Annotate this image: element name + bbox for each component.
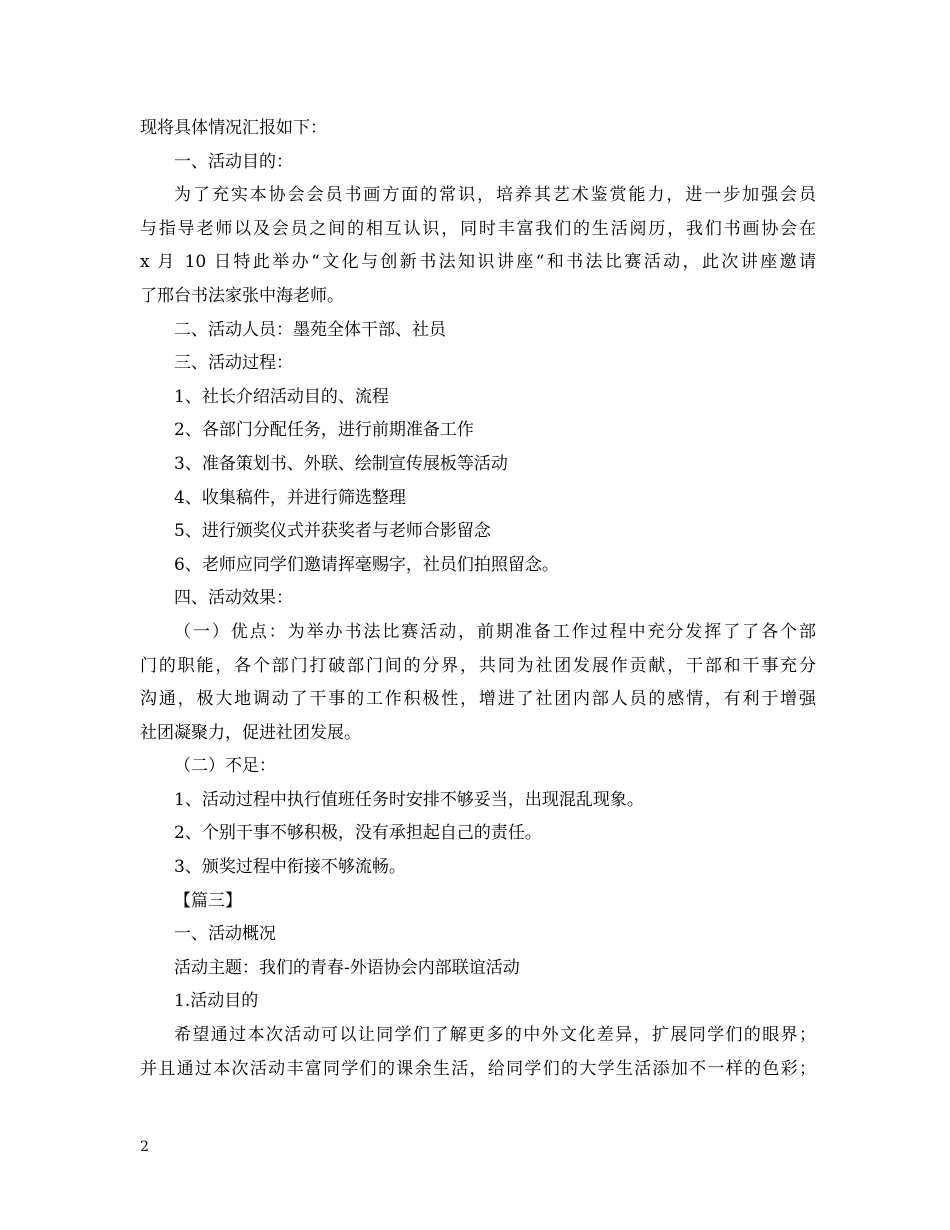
text-line: 三、活动过程：: [174, 353, 293, 374]
text-line: 一、活动概况: [174, 924, 276, 945]
text-line: 2、个别干事不够积极，没有承担起自己的责任。: [174, 823, 542, 844]
text-line: x 月 10 日特此举办“文化与创新书法知识讲座“和书法比赛活动，此次讲座邀请: [140, 252, 816, 273]
text-line: 二、活动人员：墨苑全体干部、社员: [174, 319, 446, 340]
text-line: 2、各部门分配任务，进行前期准备工作: [174, 420, 474, 441]
text-line: 3、颁奖过程中衔接不够流畅。: [174, 857, 406, 878]
text-line: 为了充实本协会会员书画方面的常识，培养其艺术鉴赏能力，进一步加强会员: [174, 185, 816, 206]
text-line: 与指导老师以及会员之间的相互认识，同时丰富我们的生活阅历，我们书画协会在: [140, 218, 816, 239]
text-line: 社团凝聚力，促进社团发展。: [140, 722, 361, 743]
text-line: 3、准备策划书、外联、绘制宣传展板等活动: [174, 453, 508, 474]
text-line: 一、活动目的：: [174, 151, 293, 172]
text-line: 活动主题：我们的青春-外语协会内部联谊活动: [174, 957, 520, 978]
text-line: 四、活动效果：: [174, 588, 293, 609]
text-line: （二）不足：: [174, 756, 276, 777]
text-line: 6、老师应同学们邀请挥毫赐字，社员们拍照留念。: [174, 554, 559, 575]
text-line: 门的职能，各个部门打破部门间的分界，共同为社团发展作贡献，干部和干事充分: [140, 655, 816, 676]
text-line: 1.活动目的: [174, 991, 259, 1012]
text-line: 【篇三】: [174, 890, 242, 911]
text-line: （一）优点：为举办书法比赛活动，前期准备工作过程中充分发挥了了各个部: [174, 621, 816, 642]
text-line: 1、活动过程中执行值班任务时安排不够妥当，出现混乱现象。: [174, 789, 644, 810]
text-line: 现将具体情况汇报如下：: [140, 118, 327, 138]
text-line: 了邢台书法家张中海老师。: [140, 285, 344, 306]
text-line: 并且通过本次活动丰富同学们的课余生活，给同学们的大学生活添加不一样的色彩；: [140, 1058, 816, 1079]
text-line: 希望通过本次活动可以让同学们了解更多的中外文化差异，扩展同学们的眼界；: [174, 1025, 816, 1046]
document-body: [140, 112, 816, 1086]
page-number: 2: [140, 1139, 149, 1155]
text-line: 沟通，极大地调动了干事的工作积极性，增进了社团内部人员的感情，有利于增强: [140, 689, 816, 710]
text-line: 4、收集稿件，并进行筛选整理: [174, 487, 406, 508]
text-line: 5、进行颁奖仪式并获奖者与老师合影留念: [174, 521, 491, 542]
text-line: 1、社长介绍活动目的、流程: [174, 386, 389, 407]
